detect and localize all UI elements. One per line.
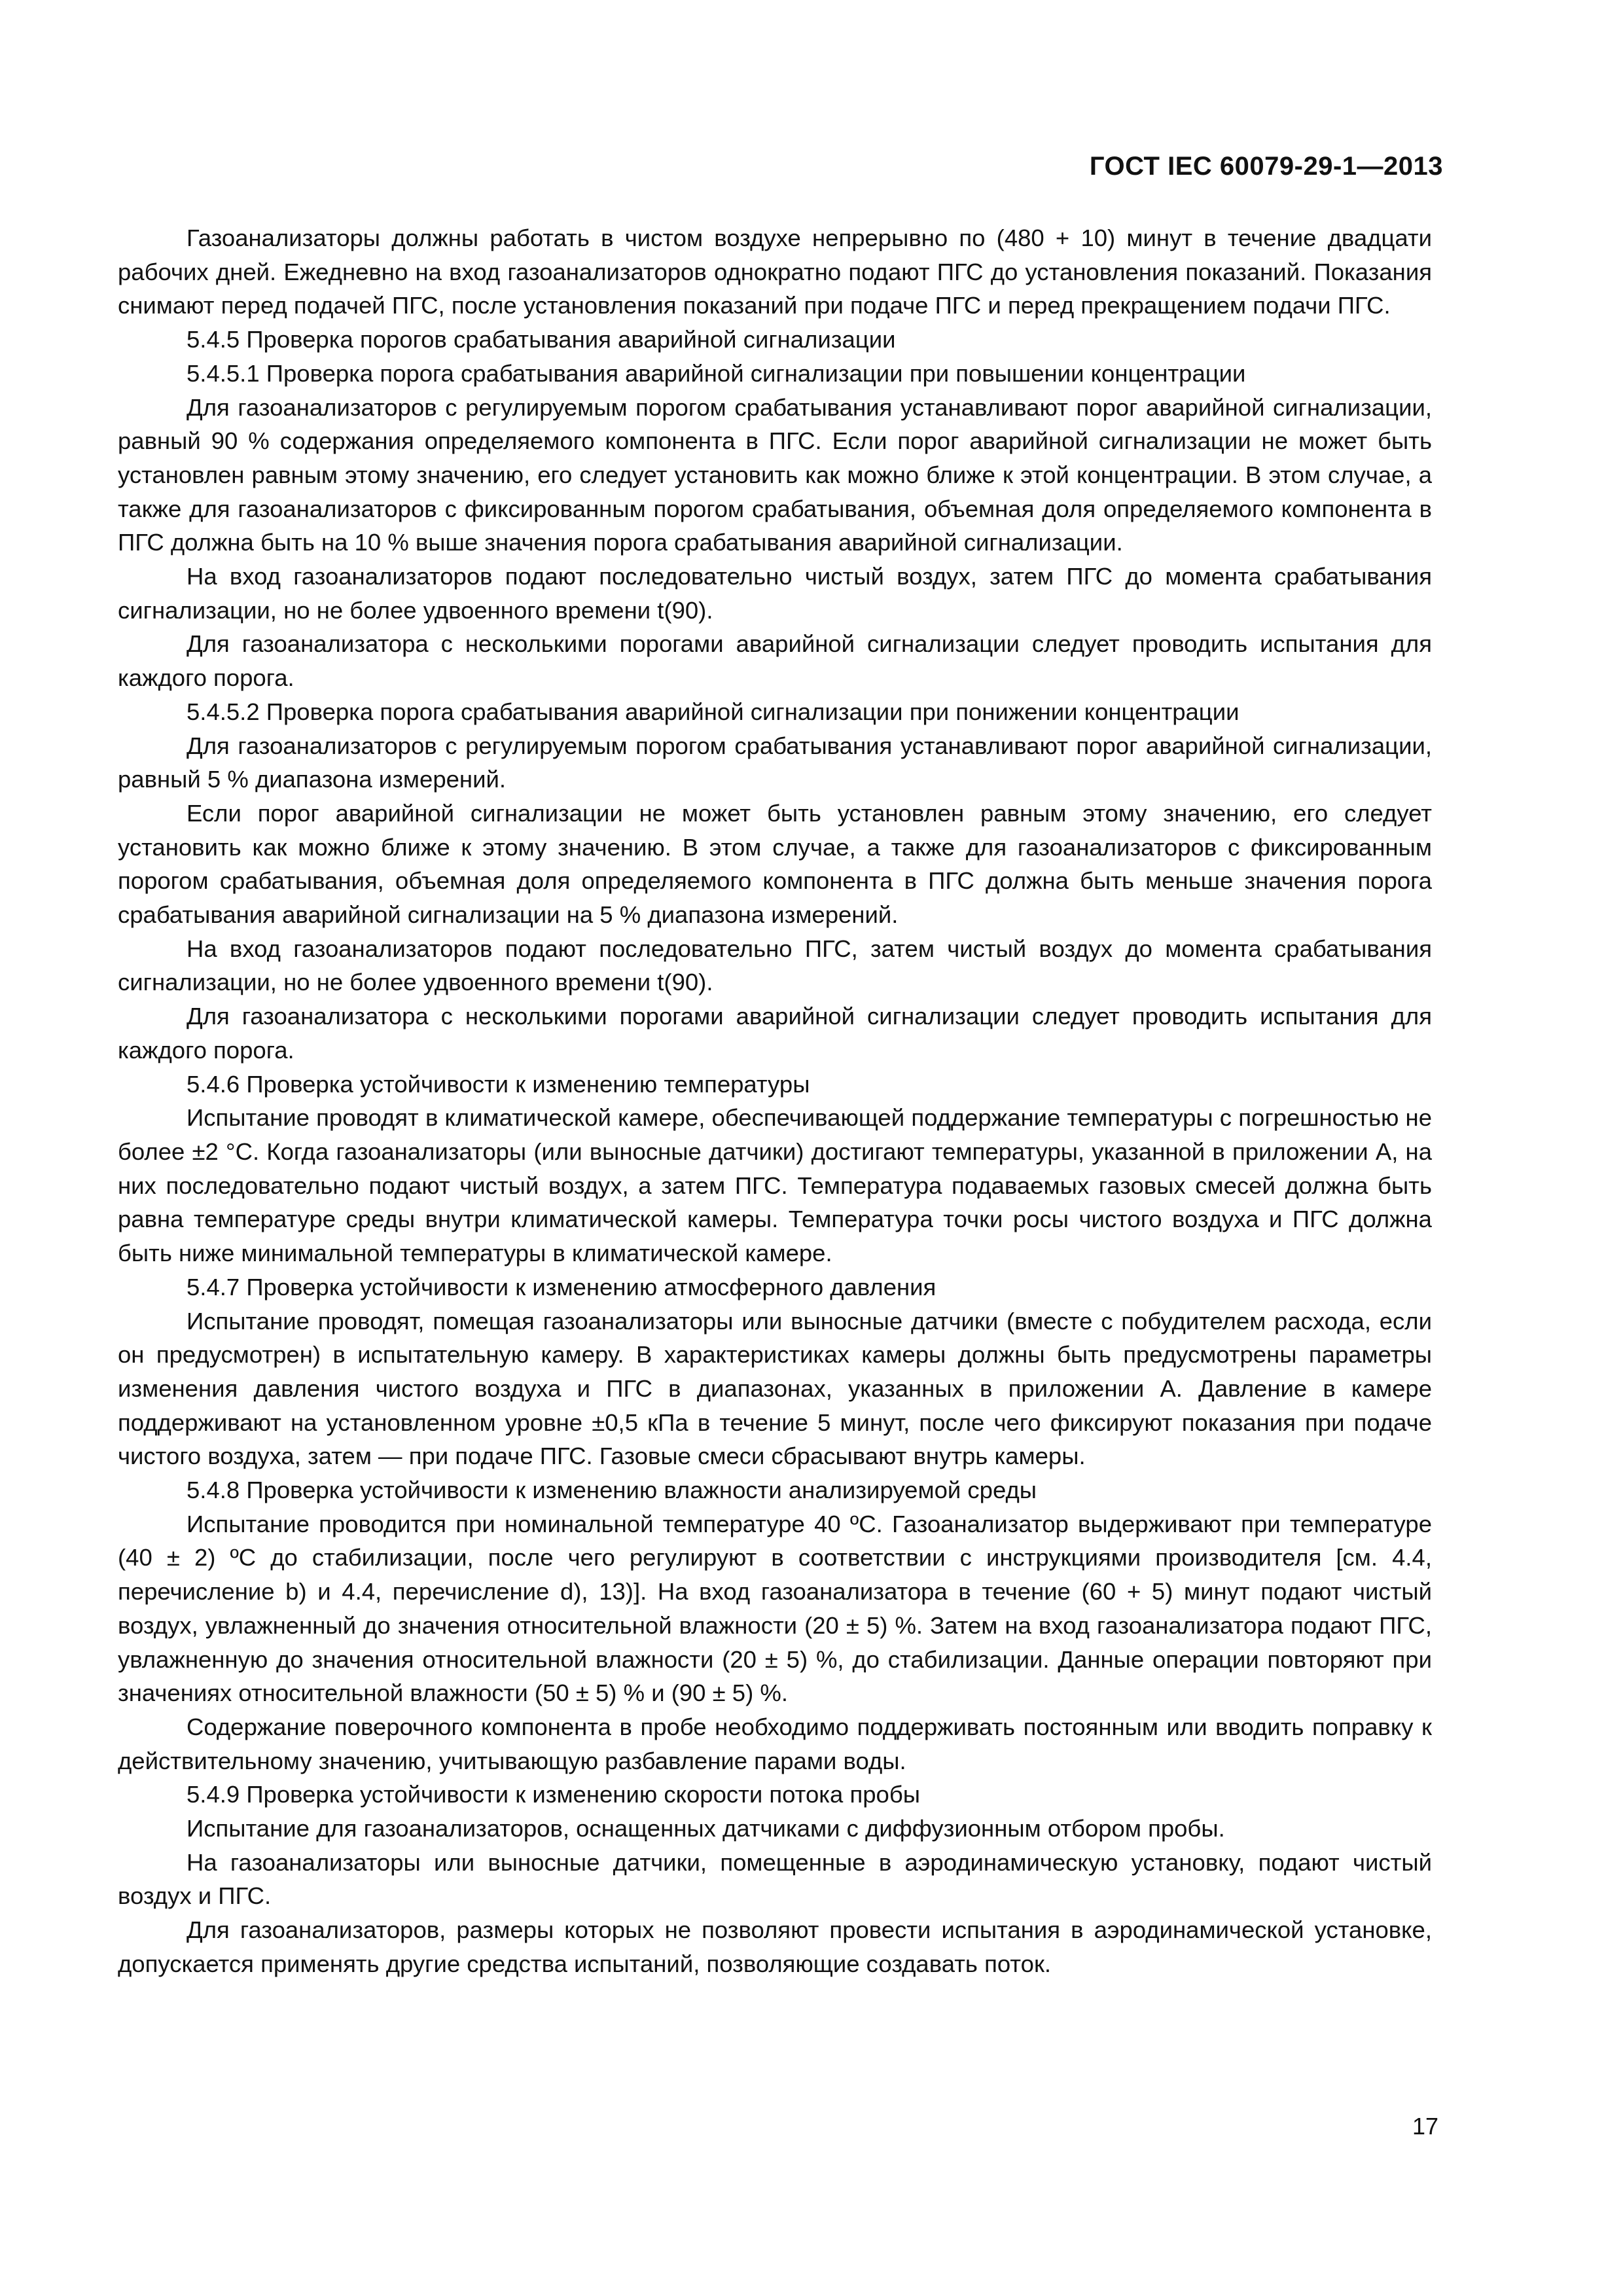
paragraph: Если порог аварийной сигнализации не может быть установлен равным этому значению, его следует установить как можно ближе к этому значению. В этом случае, а также для газоанализаторов с фиксированным порогом срабатывания, объемная доля определяемого компонента в ПГС должна быть меньше значения порога срабатывания аварийной сигнализации на 5 % диапазона измерений. — [118, 799, 1432, 929]
body-text — [118, 221, 1432, 1981]
paragraph: На вход газоанализаторов подают последовательно чистый воздух, затем ПГС до момента срабатывания сигнализации, но не более удвоенного времени t(90). — [118, 563, 1432, 624]
section-heading: 5.4.5.1 Проверка порога срабатывания аварийной сигнализации при повышении концентрации — [187, 359, 1246, 387]
paragraph: Испытание проводится при номинальной температуре 40 ºС. Газоанализатор выдерживают при температуре (40 ± 2) ºС до стабилизации, после чего регулируют в соответствии с инструкциями производителя [см. 4.4, перечисление b) и 4.4, перечисление d), 13)]. На вход газоанализатора в течение (60 + 5) минут подают чистый воздух, увлажненный до значения относительной влажности (20 ± 5) %. Затем на вход газоанализатора подают ПГС, увлажненную до значения относительной влажности (20 ± 5) %, до стабилизации. Данные операции повторяют при значениях относительной влажности (50 ± 5) % и (90 ± 5) %. — [118, 1510, 1432, 1707]
paragraph: Испытание для газоанализаторов, оснащенных датчиками с диффузионным отбором пробы. — [187, 1815, 1225, 1842]
paragraph: Испытание проводят, помещая газоанализаторы или выносные датчики (вместе с побудителем расхода, если он предусмотрен) в испытательную камеру. В характеристиках камеры должны быть предусмотрены параметры изменения давления чистого воздуха и ПГС в диапазонах, указанных в приложении А. Давление в камере поддерживают на установленном уровне ±0,5 кПа в течение 5 минут, после чего фиксируют показания при подаче чистого воздуха, затем — при подаче ПГС. Газовые смеси сбрасывают внутрь камеры. — [118, 1307, 1432, 1470]
section-heading: 5.4.9 Проверка устойчивости к изменению скорости потока пробы — [187, 1781, 920, 1808]
paragraph: Содержание поверочного компонента в пробе необходимо поддерживать постоянным или вводить поправку к действительному значению, учитывающую разбавление парами воды. — [118, 1713, 1432, 1774]
paragraph: Для газоанализаторов с регулируемым порогом срабатывания устанавливают порог аварийной сигнализации, равный 90 % содержания определяемого компонента в ПГС. Если порог аварийной сигнализации не может быть установлен равным этому значению, его следует установить как можно ближе к этой концентрации. В этом случае, а также для газоанализаторов с фиксированным порогом срабатывания, объемная доля определяемого компонента в ПГС должна быть на 10 % выше значения порога срабатывания аварийной сигнализации. — [118, 393, 1432, 556]
section-heading: 5.4.5.2 Проверка порога срабатывания аварийной сигнализации при понижении концентрации — [187, 698, 1240, 725]
document-designation: ГОСТ IEC 60079-29-1—2013 — [1089, 152, 1443, 181]
paragraph: На вход газоанализаторов подают последовательно ПГС, затем чистый воздух до момента срабатывания сигнализации, но не более удвоенного времени t(90). — [118, 935, 1432, 996]
paragraph: Для газоанализатора с несколькими порогами аварийной сигнализации следует проводить испытания для каждого порога. — [118, 1003, 1432, 1064]
paragraph: Испытание проводят в климатической камере, обеспечивающей поддержание температуры с погрешностью не более ±2 °С. Когда газоанализаторы (или выносные датчики) достигают температуры, указанной в приложении А, на них последовательно подают чистый воздух, а затем ПГС. Температура подаваемых газовых смесей должна быть равна температуре среды внутри климатической камеры. Температура точки росы чистого воздуха и ПГС должна быть ниже минимальной температуры в климатической камере. — [118, 1104, 1432, 1267]
paragraph: Для газоанализаторов, размеры которых не позволяют провести испытания в аэродинамической установке, допускается применять другие средства испытаний, позволяющие создавать поток. — [118, 1916, 1432, 1977]
paragraph: На газоанализаторы или выносные датчики, помещенные в аэродинамическую установку, подают чистый воздух и ПГС. — [118, 1848, 1432, 1910]
paragraph: Для газоанализаторов с регулируемым порогом срабатывания устанавливают порог аварийной сигнализации, равный 5 % диапазона измерений. — [118, 732, 1432, 793]
section-heading: 5.4.7 Проверка устойчивости к изменению атмосферного давления — [187, 1273, 936, 1300]
section-heading: 5.4.5 Проверка порогов срабатывания аварийной сигнализации — [187, 326, 896, 353]
paragraph: Для газоанализатора с несколькими порогами аварийной сигнализации следует проводить испытания для каждого порога. — [118, 630, 1432, 692]
section-heading: 5.4.8 Проверка устойчивости к изменению влажности анализируемой среды — [187, 1477, 1037, 1504]
paragraph: Газоанализаторы должны работать в чистом воздухе непрерывно по (480 + 10) минут в течение двадцати рабочих дней. Ежедневно на вход газоанализаторов однократно подают ПГС до установления показаний. Показания снимают перед подачей ПГС, после установления показаний при подаче ПГС и перед прекращением подачи ПГС. — [118, 224, 1432, 319]
page-number: 17 — [1412, 2113, 1438, 2140]
section-heading: 5.4.6 Проверка устойчивости к изменению температуры — [187, 1070, 810, 1098]
